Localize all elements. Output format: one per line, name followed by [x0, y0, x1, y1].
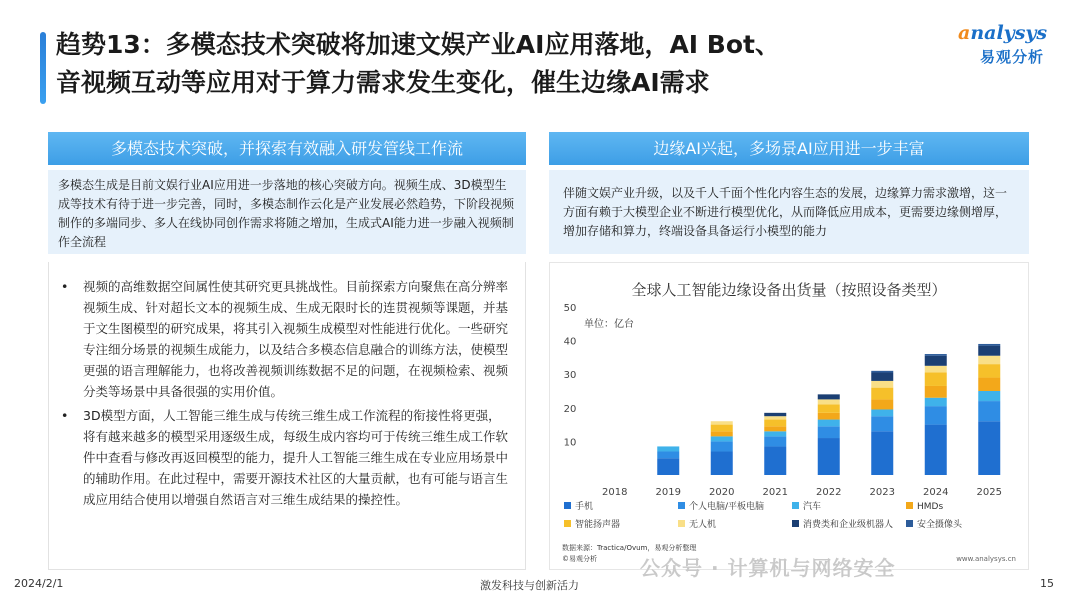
- y-tick-label: 30: [563, 370, 577, 382]
- legend-swatch: [564, 502, 571, 509]
- y-tick-label: 10: [563, 437, 577, 449]
- bar-segment: [871, 399, 893, 409]
- bar-segment: [764, 420, 786, 427]
- x-tick-label: 2022: [816, 487, 842, 498]
- x-tick-label: 2024: [923, 487, 949, 498]
- legend-label: 安全摄像头: [917, 520, 963, 530]
- bar-segment: [818, 413, 840, 420]
- bar-segment: [657, 446, 679, 451]
- bullet-3d-model: [57, 405, 513, 510]
- legend-swatch: [906, 520, 913, 527]
- legend-label: 汽车: [803, 502, 822, 512]
- bar-segment: [818, 438, 840, 475]
- bar-segment: [925, 425, 947, 475]
- bar-segment: [871, 373, 893, 381]
- chart-copyright: ©易观分析: [562, 555, 597, 563]
- bar-segment: [925, 373, 947, 386]
- bar-segment: [657, 458, 679, 475]
- bar-segment: [818, 426, 840, 438]
- left-panel-heading: 多模态技术突破，并探索有效融入研发管线工作流: [48, 132, 526, 165]
- x-tick-label: 2019: [655, 487, 681, 498]
- shipment-chart: [550, 263, 1028, 569]
- bar-segment: [925, 354, 947, 356]
- bar-segment: [871, 431, 893, 475]
- bar-segment: [925, 386, 947, 398]
- bar-segment: [978, 364, 1000, 377]
- analysys-logo: [958, 22, 1066, 82]
- legend-label: 智能扬声器: [575, 520, 621, 530]
- bar-segment: [764, 426, 786, 431]
- chart-website: www.analysys.cn: [956, 555, 1016, 563]
- legend-swatch: [564, 520, 571, 527]
- bar-segment: [925, 398, 947, 406]
- bar-segment: [978, 378, 1000, 391]
- bar-segment: [818, 399, 840, 404]
- bullet-text: 视频的高维数据空间属性使其研究更具挑战性。目前探索方向聚焦在高分辨率视频生成、针对超长文本的视频生成、生成无限时长的连贯视频等课题，并基于文生图模型的研究成果，将其引入视频生成模型对性能进行优化。一些研究专注细分场景的视频生成能力，以及结合多模态信息融合的训练方法，使模型更强的语言理解能力，也将改善视频训练数据不足的问题，在视频检索、视频分类等场景中具备很强的实用价值。: [83, 279, 509, 399]
- logo-chinese-name: 易观分析: [979, 48, 1044, 66]
- x-tick-label: 2025: [976, 487, 1002, 498]
- right-panel-heading: 边缘AI兴起，多场景AI应用进一步丰富: [549, 132, 1029, 165]
- bar-segment: [871, 381, 893, 388]
- watermark: 公众号 · 计算机与网络安全: [640, 556, 896, 580]
- y-tick-label: 40: [563, 336, 577, 348]
- footer-slogan: 激发科技与创新活力: [480, 579, 579, 592]
- bar-segment: [711, 436, 733, 441]
- bar-segment: [978, 401, 1000, 421]
- bar-segment: [978, 421, 1000, 475]
- chart-unit-label: 单位：亿台: [584, 319, 634, 330]
- bar-segment: [871, 371, 893, 373]
- bar-segment: [978, 391, 1000, 401]
- y-tick-label: 20: [563, 403, 577, 415]
- bar-segment: [711, 451, 733, 475]
- legend-label: 手机: [575, 502, 594, 512]
- legend-swatch: [678, 502, 685, 509]
- bar-segment: [818, 404, 840, 412]
- logo-wordmark: [958, 22, 1066, 44]
- x-tick-label: 2020: [709, 487, 735, 498]
- bar-segment: [818, 420, 840, 427]
- bar-segment: [818, 394, 840, 399]
- legend-swatch: [792, 502, 799, 509]
- legend-label: 消费类和企业级机器人: [803, 520, 894, 530]
- bar-segment: [871, 409, 893, 416]
- logo-wordmark-prefix: a: [958, 22, 971, 44]
- legend-label: 个人电脑/平板电脑: [689, 502, 765, 512]
- legend-swatch: [792, 520, 799, 527]
- bullet-video: [57, 276, 513, 402]
- title-accent-bar: [40, 32, 46, 104]
- bar-segment: [764, 416, 786, 419]
- bar-segment: [711, 441, 733, 451]
- title-line-2: 音视频互动等应用对于算力需求发生变化，催生边缘AI需求: [56, 68, 710, 97]
- x-tick-label: 2018: [602, 487, 628, 498]
- bar-segment: [764, 413, 786, 416]
- bullet-text: 3D模型方面，人工智能三维生成与传统三维生成工作流程的衔接性将更强，将有越来越多的模型采用逐级生成，每级生成内容均可于传统三维生成工作软件中查看与修改再返回模型的能力，提升人工智能三维生成在专业应用场景中的辅助作用。在此过程中，需要开源技术社区的大量贡献，也有可能与语言生成应用结合使用以增强自然语言对三维生成结果的操控性。: [83, 408, 509, 507]
- bar-segment: [711, 431, 733, 436]
- left-panel-body: [48, 262, 526, 570]
- footer-date: 2024/2/1: [14, 577, 64, 590]
- bar-segment: [925, 356, 947, 366]
- y-tick-label: 50: [563, 303, 577, 314]
- chart-title: 全球人工智能边缘设备出货量（按照设备类型）: [631, 281, 947, 299]
- bullet-marker: •: [61, 408, 69, 423]
- legend-label: HMDs: [917, 502, 944, 512]
- bullet-marker: •: [61, 279, 69, 294]
- bar-segment: [978, 356, 1000, 364]
- chart-source: 数据来源：Tractica/Ovum，易观分析整理: [562, 544, 697, 552]
- page-number: 15: [1040, 577, 1054, 590]
- right-panel-summary: 伴随文娱产业升级，以及千人千面个性化内容生态的发展，边缘算力需求激增，这一方面有赖于大模型企业不断进行模型优化，从而降低应用成本，更需要边缘侧增厚，增加存储和算力，终端设备具备运行小模型的能力: [549, 170, 1029, 254]
- logo-wordmark-rest: nalysys: [970, 22, 1048, 44]
- bar-segment: [925, 406, 947, 424]
- bar-segment: [711, 421, 733, 424]
- legend-swatch: [678, 520, 685, 527]
- x-tick-label: 2021: [762, 487, 788, 498]
- legend-label: 无人机: [689, 520, 717, 530]
- bar-segment: [925, 366, 947, 373]
- bar-segment: [657, 451, 679, 458]
- bar-segment: [871, 416, 893, 431]
- bar-segment: [978, 346, 1000, 356]
- title-line-1: 趋势13：多模态技术突破将加速文娱产业AI应用落地，AI Bot、: [56, 30, 780, 59]
- left-panel-summary: 多模态生成是目前文娱行业AI应用进一步落地的核心突破方向。视频生成、3D模型生成等技术有待于进一步完善，同时，多模态制作云化是产业发展必然趋势，下阶段视频制作的多端同步、多人在线协同创作需求将随之增加，生成式AI能力进一步融入视频制作全流程: [48, 170, 526, 254]
- bar-segment: [978, 344, 1000, 346]
- page-title: [56, 26, 936, 102]
- bar-segment: [764, 431, 786, 436]
- x-tick-label: 2023: [869, 487, 895, 498]
- chart-container: [549, 262, 1029, 570]
- bar-segment: [871, 388, 893, 400]
- bar-segment: [711, 425, 733, 432]
- bar-segment: [764, 446, 786, 475]
- legend-swatch: [906, 502, 913, 509]
- bar-segment: [764, 436, 786, 446]
